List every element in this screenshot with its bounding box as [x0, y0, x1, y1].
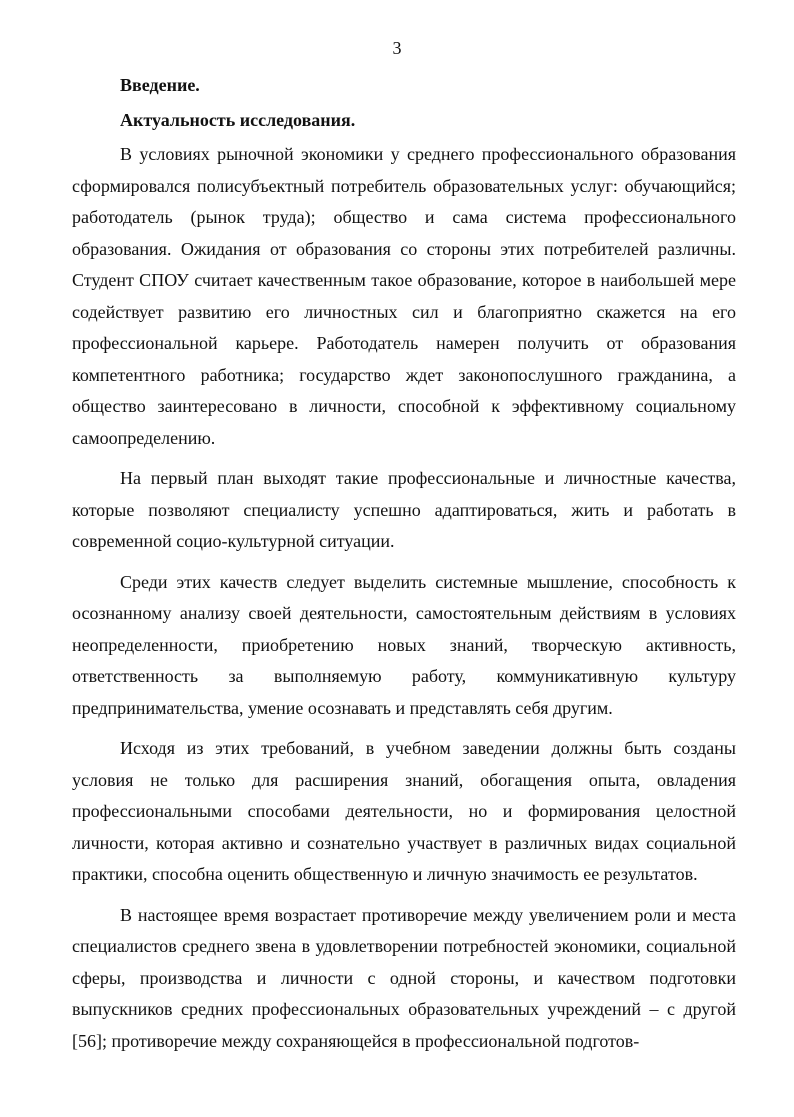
- paragraph: Среди этих качеств следует выделить системные мышление, способность к осознанному анализу своей деятельности, самостоятельным действиям в условиях неопределенности, приобретению новых знаний, творческую активность, ответственность за выполняемую работу, коммуникативную культуру предпринимательства, умение осознавать и представлять себя другим.: [72, 571, 736, 718]
- paragraph: На первый план выходят такие профессиональные и личностные качества, которые позволяют специалисту успешно адаптироваться, жить и работать в современной социо-культурной ситуации.: [72, 468, 736, 551]
- paragraph: В настоящее время возрастает противоречие между увеличением роли и места специалистов среднего звена в удовлетворении потребностей экономики, социальной сферы, производства и личности с одной стороны, и качеством подготовки выпускников средних профессиональных образовательных учреждений – с другой [56]; противоречие между сохраняющейся в профессиональной подготов-: [72, 904, 736, 1051]
- document-body: [72, 70, 736, 1066]
- heading-introduction: Введение.: [120, 75, 200, 95]
- paragraph: В условиях рыночной экономики у среднего профессионального образования сформировался полисубъектный потребитель образовательных услуг: обучающийся; работодатель (рынок труда); общество и сама система профессионального образования. Ожидания от образования со стороны этих потребителей различны. Студент СПОУ считает качественным такое образование, которое в наибольшей мере содействует развитию его личностных сил и благоприятно скажется на его профессиональной карьере. Работодатель намерен получить от образования компетентного работника; государство ждет законопослушного гражданина, а общество заинтересовано в личности, способной к эффективному социальному самоопределению.: [72, 144, 736, 448]
- page-number: 3: [392, 38, 402, 58]
- paragraph: Исходя из этих требований, в учебном заведении должны быть созданы условия не только для расширения знаний, обогащения опыта, овладения профессиональными способами деятельности, но и формирования целостной личности, которая активно и сознательно участвует в различных видах социальной практики, способна оценить общественную и личную значимость ее результатов.: [72, 738, 736, 884]
- heading-relevance: Актуальность исследования.: [120, 109, 356, 130]
